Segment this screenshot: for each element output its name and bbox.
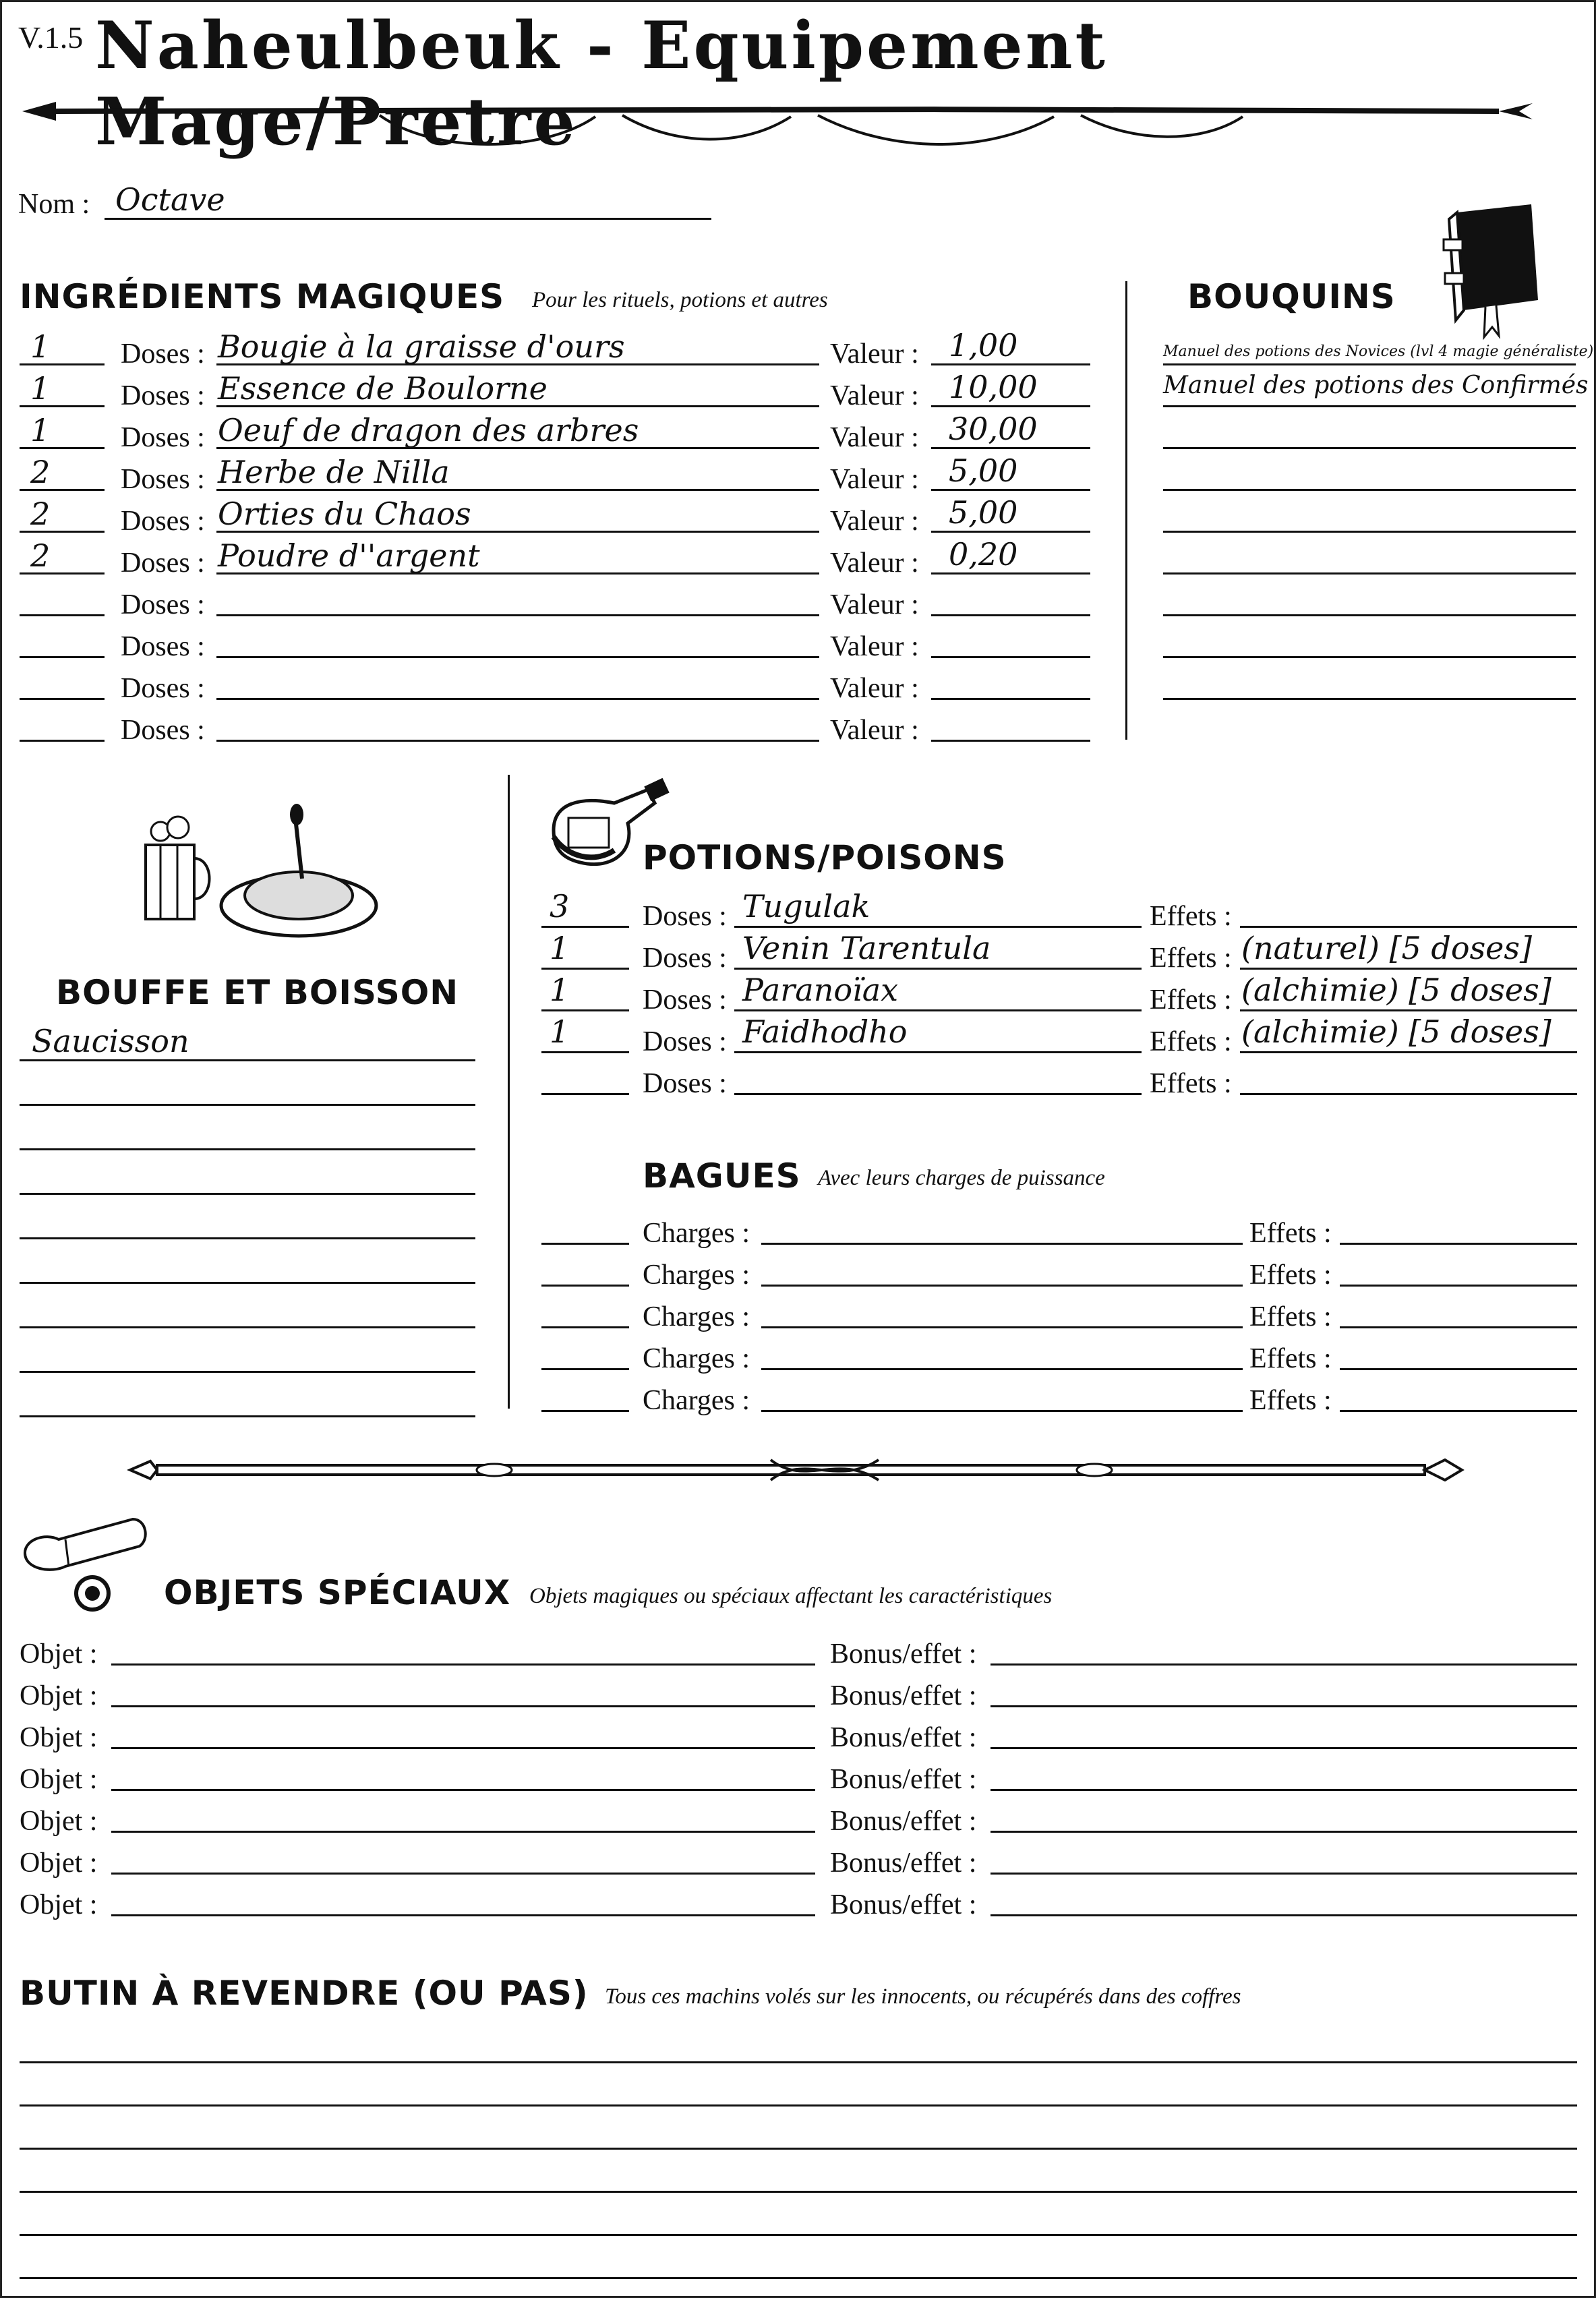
ingredient-qty-line <box>20 698 105 700</box>
ring-charges-label: Charges : <box>643 1385 750 1416</box>
potion-effect-line <box>1240 1051 1577 1053</box>
loot-line <box>20 2104 1577 2106</box>
bonus-label: Bonus/effet : <box>830 1639 977 1670</box>
book-line <box>1163 489 1576 491</box>
ring-effects-label: Effets : <box>1249 1218 1332 1249</box>
potion-qty-line <box>541 926 629 928</box>
potion-quantity[interactable]: 1 <box>550 1013 570 1050</box>
ingredient-doses-label: Doses : <box>121 338 205 370</box>
potion-doses-label: Doses : <box>643 984 727 1015</box>
column-divider-middle <box>508 775 510 1409</box>
loot-line <box>20 2277 1577 2279</box>
food-line <box>20 1326 475 1328</box>
object-label: Objet : <box>20 1889 98 1920</box>
ring-effect-line <box>1340 1326 1577 1328</box>
book-line <box>1163 405 1576 407</box>
potion-qty-line <box>541 968 629 970</box>
book-name[interactable]: Manuel des potions des Novices (lvl 4 magie généraliste) <box>1163 343 1594 360</box>
ingredient-name[interactable]: Poudre d''argent <box>218 537 480 574</box>
ring-charges-label: Charges : <box>643 1343 750 1374</box>
bonus-label: Bonus/effet : <box>830 1680 977 1711</box>
potion-effects-label: Effets : <box>1150 1068 1232 1099</box>
ingredient-name[interactable]: Essence de Boulorne <box>218 370 548 407</box>
ring-qty-line <box>541 1410 629 1412</box>
potion-quantity[interactable]: 1 <box>550 930 570 966</box>
potion-effect[interactable]: (alchimie) [5 doses] <box>1241 972 1551 1008</box>
ingredient-doses-label: Doses : <box>121 715 205 746</box>
food-line <box>20 1104 475 1106</box>
potion-name-line <box>734 1051 1142 1053</box>
rings-title: BAGUES <box>643 1156 801 1196</box>
object-label: Objet : <box>20 1639 98 1670</box>
book-line <box>1163 531 1576 533</box>
bonus-label: Bonus/effet : <box>830 1889 977 1920</box>
loot-line <box>20 2234 1577 2236</box>
object-line <box>111 1747 815 1749</box>
ring-charges-line <box>761 1243 1243 1245</box>
potion-name-line <box>734 926 1142 928</box>
ingredient-value[interactable]: 5,00 <box>949 494 1018 531</box>
ingredient-value[interactable]: 1,00 <box>949 327 1018 363</box>
ingredient-qty-line <box>20 614 105 616</box>
potion-quantity[interactable]: 3 <box>550 888 570 924</box>
ring-charges-line <box>761 1326 1243 1328</box>
bonus-line <box>991 1663 1577 1666</box>
ingredient-value-line <box>931 572 1090 574</box>
book-line <box>1163 698 1576 700</box>
bonus-label: Bonus/effet : <box>830 1722 977 1753</box>
food-line <box>20 1415 475 1417</box>
ring-charges-line <box>761 1410 1243 1412</box>
ingredient-value[interactable]: 10,00 <box>949 369 1038 405</box>
ingredient-doses-label: Doses : <box>121 631 205 662</box>
ingredient-quantity[interactable]: 1 <box>30 328 51 365</box>
ring-effect-line <box>1340 1368 1577 1370</box>
potion-doses-label: Doses : <box>643 943 727 974</box>
ingredient-value-line <box>931 698 1090 700</box>
loot-line <box>20 2061 1577 2063</box>
book-line <box>1163 656 1576 658</box>
book-icon <box>1437 199 1545 341</box>
ring-effects-label: Effets : <box>1249 1260 1332 1291</box>
food-line <box>20 1148 475 1150</box>
ingredients-subtitle: Pour les rituels, potions et autres <box>532 288 828 312</box>
ingredient-quantity[interactable]: 2 <box>30 537 51 574</box>
object-line <box>111 1873 815 1875</box>
ingredient-value[interactable]: 5,00 <box>949 452 1018 489</box>
object-label: Objet : <box>20 1806 98 1837</box>
scroll-ring-icon <box>18 1512 153 1620</box>
potion-name[interactable]: Venin Tarentula <box>742 930 991 966</box>
loot-line <box>20 2148 1577 2150</box>
ingredient-name[interactable]: Oeuf de dragon des arbres <box>218 412 639 448</box>
ingredient-value-label: Valeur : <box>830 464 919 495</box>
ingredient-doses-label: Doses : <box>121 464 205 495</box>
potion-effect-line <box>1240 926 1577 928</box>
ingredient-value-label: Valeur : <box>830 422 919 453</box>
object-line <box>111 1831 815 1833</box>
object-label: Objet : <box>20 1848 98 1879</box>
potion-name-line <box>734 1093 1142 1095</box>
object-line <box>111 1663 815 1666</box>
column-divider-top <box>1125 281 1127 740</box>
potion-doses-label: Doses : <box>643 901 727 932</box>
ingredient-value-line <box>931 489 1090 491</box>
ring-qty-line <box>541 1368 629 1370</box>
book-line <box>1163 447 1576 449</box>
ingredient-value-label: Valeur : <box>830 548 919 579</box>
loot-title: BUTIN À REVENDRE (OU PAS) <box>20 1974 589 2013</box>
ingredient-name-line <box>216 656 819 658</box>
bonus-line <box>991 1747 1577 1749</box>
object-label: Objet : <box>20 1680 98 1711</box>
ring-charges-line <box>761 1285 1243 1287</box>
ring-effect-line <box>1340 1285 1577 1287</box>
food-drink-icon <box>140 804 376 943</box>
ingredient-quantity[interactable]: 2 <box>30 496 51 532</box>
ring-qty-line <box>541 1243 629 1245</box>
ingredient-quantity[interactable]: 1 <box>30 370 51 407</box>
ingredient-doses-label: Doses : <box>121 673 205 704</box>
food-item[interactable]: Saucisson <box>32 1023 189 1059</box>
ingredient-doses-label: Doses : <box>121 548 205 579</box>
potions-title: POTIONS/POISONS <box>643 838 1007 877</box>
potion-quantity[interactable]: 1 <box>550 972 570 1008</box>
food-title: BOUFFE ET BOISSON <box>56 973 459 1012</box>
rings-subtitle: Avec leurs charges de puissance <box>818 1166 1105 1190</box>
ingredient-value-label: Valeur : <box>830 715 919 746</box>
food-line <box>20 1193 475 1195</box>
potion-qty-line <box>541 1009 629 1011</box>
object-label: Objet : <box>20 1722 98 1753</box>
potion-effect-line <box>1240 968 1577 970</box>
loot-subtitle: Tous ces machins volés sur les innocents, ou récupérés dans des coffres <box>605 1984 1241 2009</box>
potion-effect[interactable]: (naturel) [5 doses] <box>1241 930 1532 966</box>
ring-effects-label: Effets : <box>1249 1385 1332 1416</box>
ring-qty-line <box>541 1326 629 1328</box>
special-objects-title: OBJETS SPÉCIAUX <box>164 1573 511 1612</box>
potion-effect[interactable]: (alchimie) [5 doses] <box>1241 1013 1551 1050</box>
ingredient-doses-label: Doses : <box>121 506 205 537</box>
ring-charges-label: Charges : <box>643 1260 750 1291</box>
version-label: V.1.5 <box>18 20 84 55</box>
ingredient-value-label: Valeur : <box>830 673 919 704</box>
ingredient-value[interactable]: 30,00 <box>949 411 1038 447</box>
staff-divider <box>130 1446 1465 1494</box>
object-line <box>111 1789 815 1791</box>
loot-line <box>20 2191 1577 2193</box>
ingredient-value-label: Valeur : <box>830 338 919 370</box>
name-underline <box>105 218 711 220</box>
ring-effect-line <box>1340 1243 1577 1245</box>
potion-effects-label: Effets : <box>1150 984 1232 1015</box>
book-name[interactable]: Manuel des potions des Confirmés <box>1163 372 1589 399</box>
potion-effect-line <box>1240 1093 1577 1095</box>
bonus-label: Bonus/effet : <box>830 1806 977 1837</box>
potion-doses-label: Doses : <box>643 1026 727 1057</box>
ingredient-name[interactable]: Orties du Chaos <box>218 496 471 532</box>
ingredient-name-line <box>216 698 819 700</box>
ingredient-name-line <box>216 740 819 742</box>
potion-name[interactable]: Faidhodho <box>742 1013 908 1050</box>
ring-effect-line <box>1340 1410 1577 1412</box>
ingredient-qty-line <box>20 740 105 742</box>
ingredient-value-line <box>931 656 1090 658</box>
ingredient-value-line <box>931 531 1090 533</box>
special-objects-subtitle: Objets magiques ou spéciaux affectant les caractéristiques <box>529 1584 1053 1608</box>
bonus-line <box>991 1873 1577 1875</box>
ingredient-value[interactable]: 0,20 <box>949 536 1018 572</box>
ingredients-title: INGRÉDIENTS MAGIQUES <box>20 277 505 316</box>
ingredient-qty-line <box>20 656 105 658</box>
ingredient-doses-label: Doses : <box>121 422 205 453</box>
bonus-line <box>991 1831 1577 1833</box>
ingredient-value-line <box>931 447 1090 449</box>
ingredient-name[interactable]: Bougie à la graisse d'ours <box>218 328 625 365</box>
ring-charges-line <box>761 1368 1243 1370</box>
ring-effects-label: Effets : <box>1249 1343 1332 1374</box>
potion-effects-label: Effets : <box>1150 1026 1232 1057</box>
potion-effects-label: Effets : <box>1150 943 1232 974</box>
potion-name-line <box>734 1009 1142 1011</box>
ingredient-value-line <box>931 405 1090 407</box>
food-line <box>20 1371 475 1373</box>
ingredient-quantity[interactable]: 2 <box>30 454 51 490</box>
ingredient-name-line <box>216 614 819 616</box>
ingredient-doses-label: Doses : <box>121 589 205 620</box>
bonus-line <box>991 1914 1577 1916</box>
name-value[interactable]: Octave <box>115 181 225 218</box>
bonus-label: Bonus/effet : <box>830 1764 977 1795</box>
ingredient-name[interactable]: Herbe de Nilla <box>218 454 450 490</box>
ring-effects-label: Effets : <box>1249 1301 1332 1332</box>
object-label: Objet : <box>20 1764 98 1795</box>
food-line <box>20 1282 475 1284</box>
book-line <box>1163 572 1576 574</box>
potion-effects-label: Effets : <box>1150 901 1232 932</box>
potion-effect-line <box>1240 1009 1577 1011</box>
ring-charges-label: Charges : <box>643 1301 750 1332</box>
object-line <box>111 1914 815 1916</box>
ingredient-doses-label: Doses : <box>121 380 205 411</box>
potion-name-line <box>734 968 1142 970</box>
object-line <box>111 1705 815 1707</box>
page-title: Naheulbeuk - Equipement Mage/Pretre <box>95 7 1108 160</box>
name-label: Nom : <box>18 189 90 220</box>
book-line <box>1163 363 1576 365</box>
potion-qty-line <box>541 1051 629 1053</box>
book-line <box>1163 614 1576 616</box>
bonus-line <box>991 1789 1577 1791</box>
potion-doses-label: Doses : <box>643 1068 727 1099</box>
food-line <box>20 1059 475 1061</box>
spear-divider-top <box>16 90 1539 150</box>
potion-qty-line <box>541 1093 629 1095</box>
ingredient-value-label: Valeur : <box>830 589 919 620</box>
ingredient-value-label: Valeur : <box>830 631 919 662</box>
ingredient-value-line <box>931 363 1090 365</box>
ingredient-value-label: Valeur : <box>830 380 919 411</box>
potion-name[interactable]: Paranoïax <box>742 972 899 1008</box>
potion-name[interactable]: Tugulak <box>742 888 870 924</box>
ingredient-value-line <box>931 740 1090 742</box>
ingredient-value-line <box>931 614 1090 616</box>
ring-charges-label: Charges : <box>643 1218 750 1249</box>
ring-qty-line <box>541 1285 629 1287</box>
food-line <box>20 1237 475 1239</box>
books-title: BOUQUINS <box>1187 277 1396 316</box>
bonus-label: Bonus/effet : <box>830 1848 977 1879</box>
bonus-line <box>991 1705 1577 1707</box>
ingredient-quantity[interactable]: 1 <box>30 412 51 448</box>
ingredient-value-label: Valeur : <box>830 506 919 537</box>
